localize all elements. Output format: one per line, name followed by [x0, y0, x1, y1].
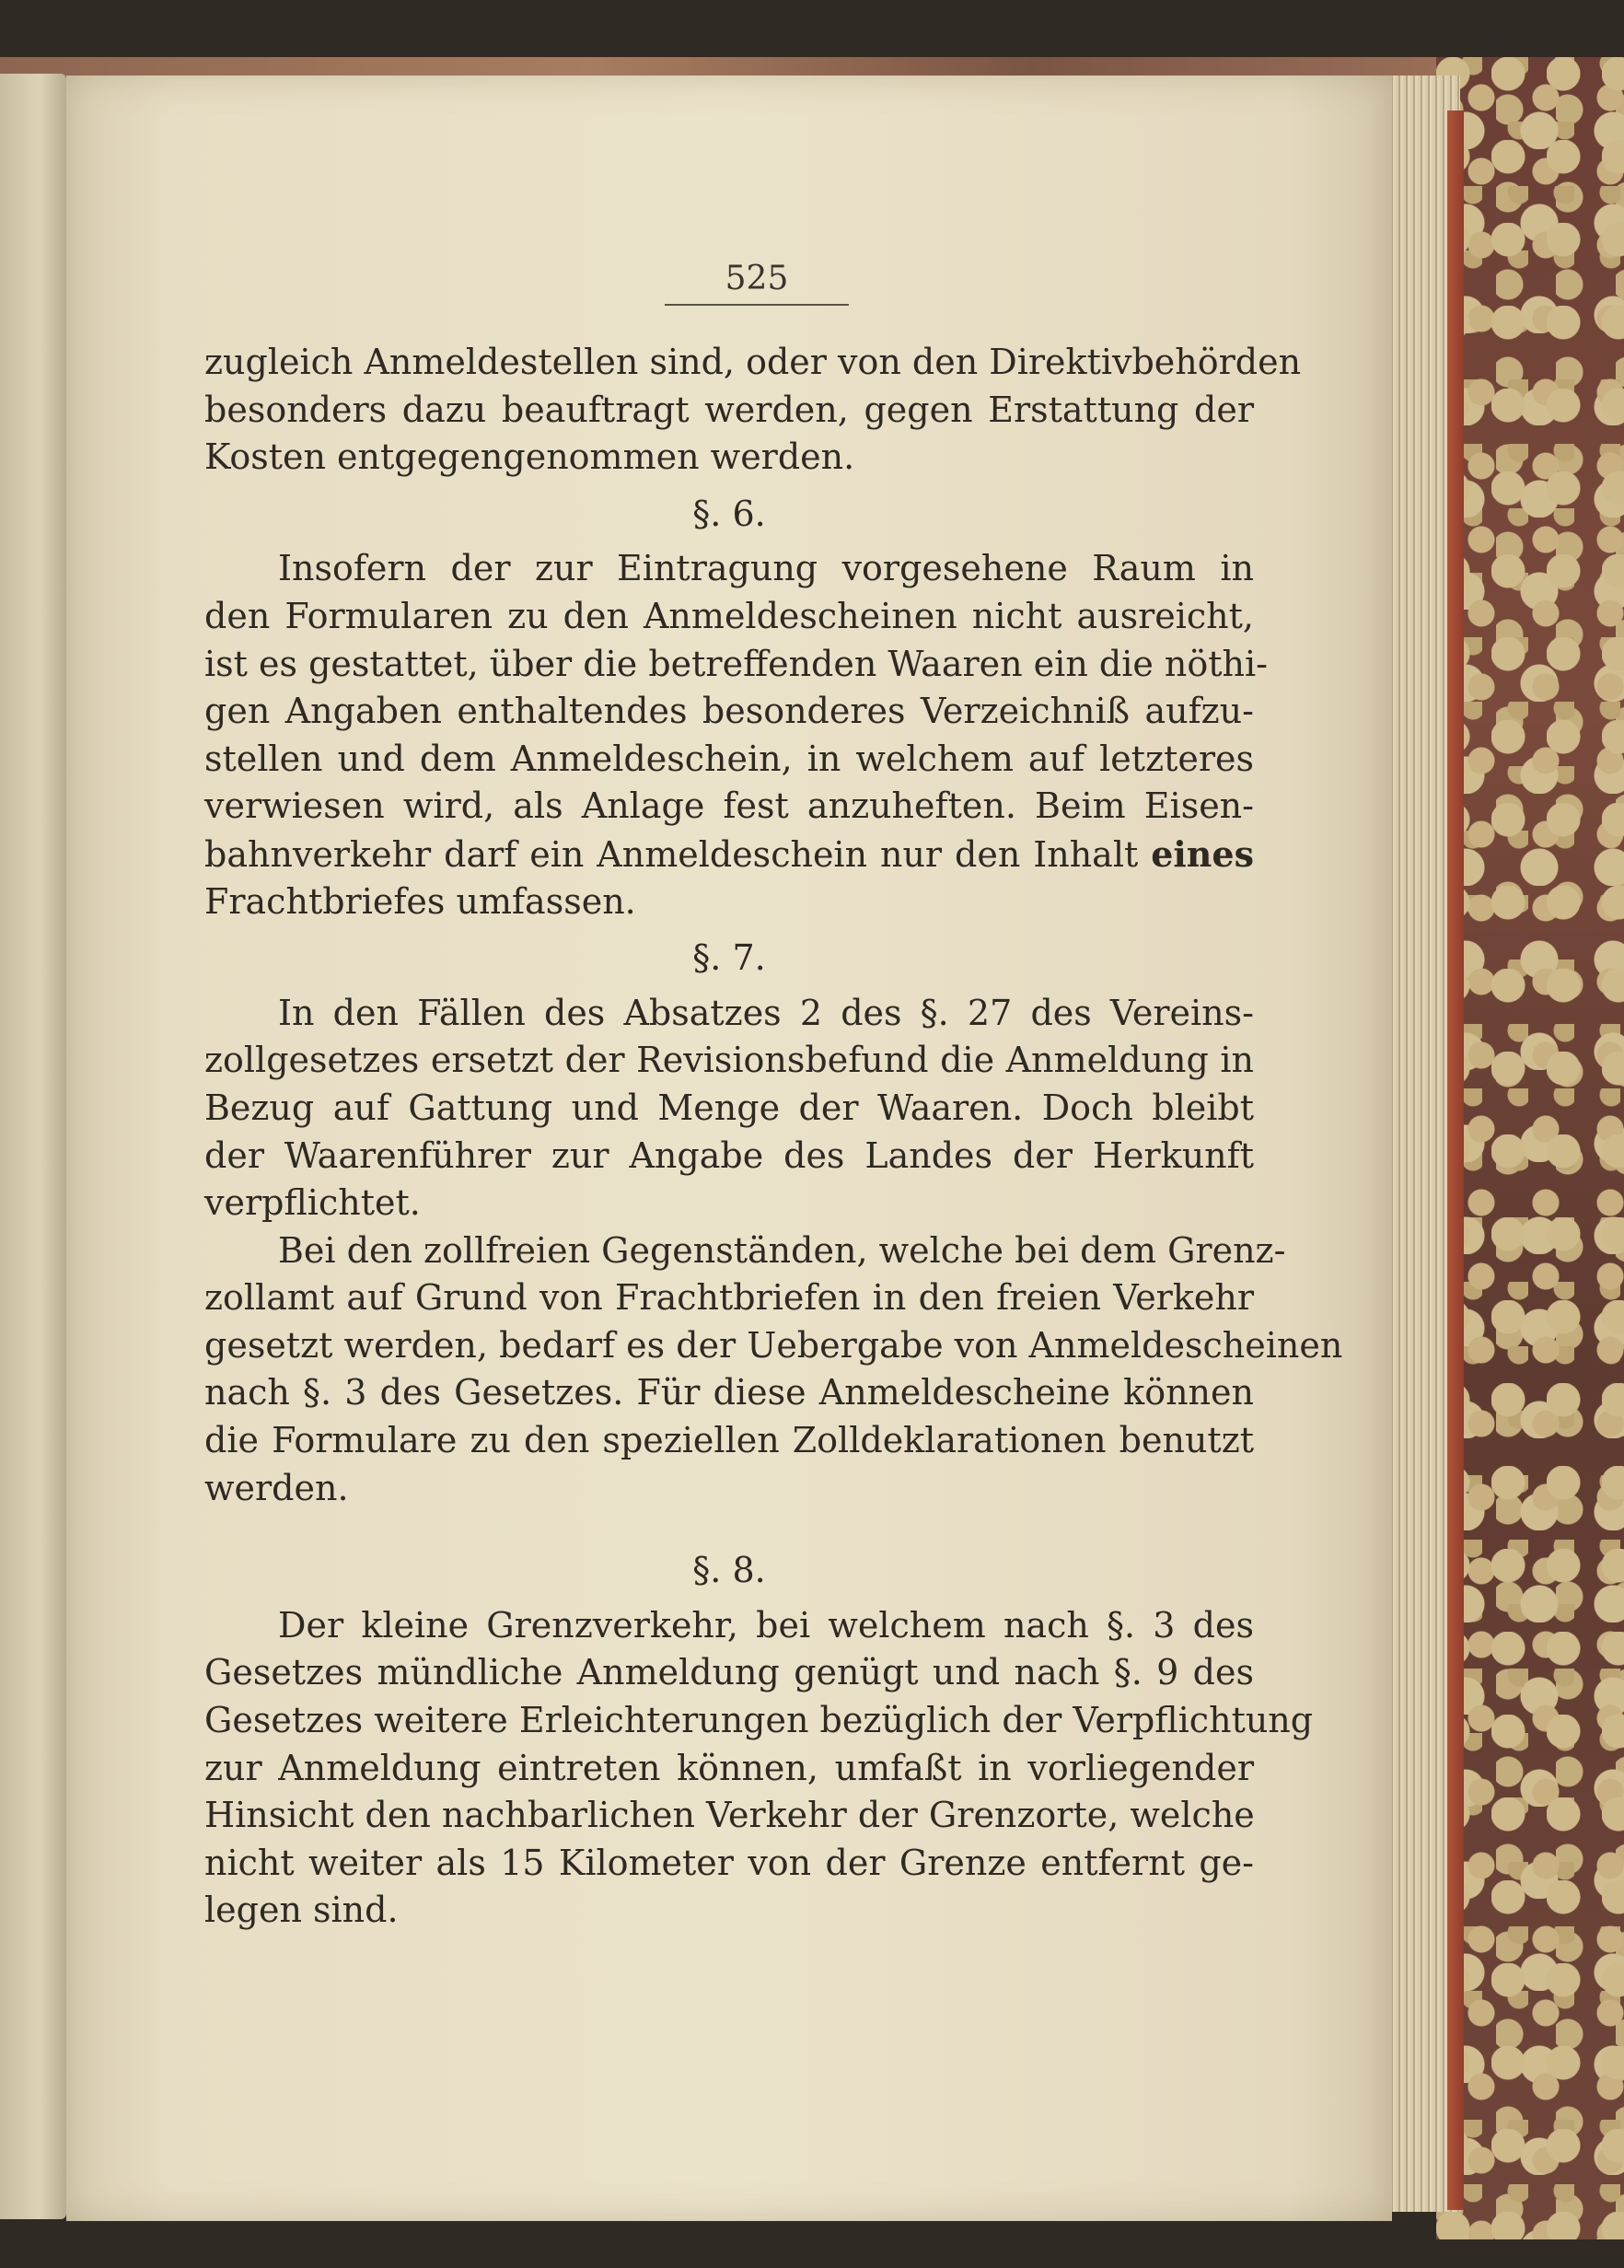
- text-line: verwiesen wird, als Anlage fest anzuheften. Beim Eisen-: [204, 785, 1254, 827]
- marbled-cover: [1436, 57, 1624, 2239]
- text-line: nach §. 3 des Gesetzes. Für diese Anmeldescheine können: [204, 1372, 1254, 1413]
- text-line: [204, 831, 1254, 878]
- page-text: [204, 339, 1343, 1935]
- text-line: legen sind.: [204, 1890, 399, 1931]
- text-line: ist es gestattet, über die betreffenden Waaren ein die nöthi-: [204, 643, 1269, 684]
- text-line: die Formulare zu den speziellen Zolldeklarationen benutzt: [204, 1420, 1254, 1461]
- bold-word: eines: [1151, 832, 1254, 875]
- text-line: der Waarenführer zur Angabe des Landes der Herkunft: [204, 1134, 1254, 1176]
- left-page-edge: [0, 74, 66, 2219]
- section-heading-8: §. 8.: [692, 1550, 766, 1591]
- text-line: zollamt auf Grund von Frachtbriefen in den freien Verkehr: [204, 1277, 1254, 1319]
- book-page: [66, 76, 1392, 2221]
- text-line: Gesetzes mündliche Anmeldung genügt und nach §. 9 des: [204, 1652, 1254, 1693]
- section-heading-7: §. 7.: [692, 937, 766, 979]
- text-line: Hinsicht den nachbarlichen Verkehr der Grenzorte, welche: [204, 1795, 1255, 1836]
- header-rule: [665, 304, 849, 306]
- text-line: gesetzt werden, bedarf es der Uebergabe von Anmeldescheinen: [204, 1324, 1343, 1366]
- text-line: Der kleine Grenzverkehr, bei welchem nach §. 3 des: [278, 1604, 1254, 1646]
- text-line: stellen und dem Anmeldeschein, in welchem auf letzteres: [204, 738, 1254, 779]
- text-line: Gesetzes weitere Erleichterungen bezüglich der Verpflichtung: [204, 1700, 1314, 1741]
- text-line: nicht weiter als 15 Kilometer von der Grenze entfernt ge-: [204, 1842, 1254, 1883]
- text-line: zur Anmeldung eintreten können, umfaßt in vorliegender: [204, 1747, 1254, 1788]
- text-line: Insofern der zur Eintragung vorgesehene Raum in: [278, 548, 1254, 589]
- book-top-edge: [0, 57, 1473, 77]
- text-line: den Formularen zu den Anmeldescheinen nicht ausreicht,: [204, 595, 1254, 636]
- text-line: Bezug auf Gattung und Menge der Waaren. Doch bleibt: [204, 1087, 1254, 1128]
- text-line: zollgesetzes ersetzt der Revisionsbefund die Anmeldung in: [204, 1040, 1254, 1081]
- text-line: Kosten entgegengenommen werden.: [204, 436, 855, 478]
- text-line: werden.: [204, 1467, 349, 1508]
- text-line: In den Fällen des Absatzes 2 des §. 27 des Vereins-: [278, 992, 1254, 1033]
- text-line: Frachtbriefes umfassen.: [204, 880, 636, 922]
- text-line: besonders dazu beauftragt werden, gegen Erstattung der: [204, 389, 1254, 430]
- section-gap: [204, 1512, 1254, 1538]
- text-fragment: bahnverkehr darf ein Anmeldeschein nur den Inhalt: [204, 833, 1139, 875]
- text-line: gen Angaben enthaltendes besonderes Verzeichniß aufzu-: [204, 691, 1254, 732]
- page-number: 525: [725, 260, 789, 297]
- section-heading-6: §. 6.: [692, 493, 766, 534]
- text-line: Bei den zollfreien Gegenständen, welche bei dem Grenz-: [278, 1229, 1286, 1271]
- red-page-edge: [1447, 110, 1464, 2210]
- text-line: verpflichtet.: [204, 1182, 421, 1224]
- text-line: zugleich Anmeldestellen sind, oder von den Direktivbehörden: [204, 342, 1302, 382]
